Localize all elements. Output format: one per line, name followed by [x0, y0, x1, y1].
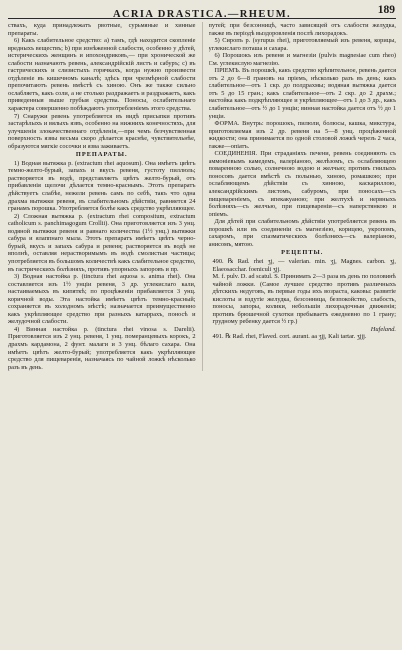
- right-column-paragraph: СОЕДИНЕНІЯ. При страданіяхъ печени, ревень соединяють съ аммоніевымъ камедемъ, валеріаною, желѣзомъ, съ ослабляющею поваренною солью, солнечною водою и желчью; противъ гнилыхъ поносовъ дается вмѣстѣ съ полынью, хиною, ромашкою; при ослабляющемъ дѣйствіи съ хинною, каскариллою, александрійскимъ листомъ, сабуромъ, при поносахъ—съ пищевареніемъ, съ ипекакуаною; при желтухѣ и нервныхъ болѣзняхъ—съ желчью, при пищевареніи—съ наперстянкою и опіемъ.: [208, 150, 396, 218]
- left-column-paragraph: 6) Какъ слабительное средство: а) тамъ, гдѣ находится скопленіе вредныхъ веществъ; b) при изнѣженной слабости, особенно у дѣтей, истерическихъ женщинъ и ипохондриковъ,— при хронической же слабости назначаютъ ревень, александрійскій листъ и сабуръ; c) въ гастрическихъ и слизистыхъ горячкахъ, когда нужно произвести отдѣленіе въ кишечномъ каналѣ; здѣсь при чрезмѣрной слабости препочитаютъ ревень вмѣстѣ съ хиною. Онъ же также сильно ослабляетъ, какъ соли, а не столько раздражаетъ и раздражаетъ, какъ приведенныя выше грубыя средства. Поносы, ослабительнаго характера совершенно побѣждаютъ употребленіемъ этого средства.: [8, 37, 196, 113]
- right-column: [209, 22, 397, 371]
- right-column-paragraph: M. f. pulv. D. ad scatul. S. Принимать 2—3 раза въ день по половинѣ чайной ложки. (Самое лучшее средство противъ различныхъ дѣтскихъ недуговъ, въ первые годы ихъ возраста, каковы: развитіе кислоты и вздутіе желудка, безсонница, безпокойство, слабость, поносы, запоры, колики, небольшія лихорадочныя движенія; противъ брюшечной сухотки пребываетъ ежедневно по 1 грану; грудному ребенку дается ½ гр.): [212, 273, 396, 326]
- running-title: ACRIA DRASTICA.—RHEUM.: [112, 9, 292, 20]
- right-column-paragraph: Для дѣтей при слабительномъ дѣйствіи употребляется ревень въ порошкѣ или въ соединеніи съ магнезіею, корицею, укропомъ, сахаромъ, при спазматическихъ болѣзняхъ—съ валеріаною, анисомъ, мятою.: [208, 218, 396, 248]
- column-divider: [202, 22, 203, 371]
- running-header: [8, 4, 396, 19]
- right-column-paragraph: Hufeland.: [370, 325, 396, 333]
- right-column-paragraph: ПРІЕМЪ. Въ порошкѣ, какъ средство крѣпительное, ревень дается отъ 2 до 6—8 грановъ на пріемъ, нѣсколько разъ въ день; какъ слабительное—отъ 1 скр. до полдрахмы; водяная вытяжка дается отъ 5 до 15 гран.; какъ слабительное—отъ 2 скр. до 2 драхм.; настойка какъ подкрѣпляющее и укрѣпляющее—отъ 1 до 3 др., какъ слабительное—отъ ½ до 1 унціи; винная настойка дается отъ ½ до 1 унціи.: [208, 67, 396, 120]
- right-column-paragraph: 6) Порошокъ изъ ревеня и магнезіи (pulvis magnesiae cum rheo) См. углекислую магнезію.: [208, 52, 396, 67]
- text-columns: [8, 22, 396, 371]
- right-column-paragraph: ФОРМА. Внутрь: порошокъ, пилюли, болюсы, кашка, микстура, приготовляемая изъ 2 др. ревеня на 5—8 унц. процѣженной жидкости; она принимается по одной столовой ложкѣ черезъ 2 часа, также—опіатъ.: [208, 120, 396, 150]
- left-column-paragraph: 2) Сложная вытяжка р. (extractum rhei compositum, extractum catholicum s. panchimagogum Crollii). Она приготовляется изъ 3 унц. водяной вытяжки ревеня и равнаго количества (1½ унц.) вытяжки сабура и ялаппнаго мыла. Этотъ препаратъ имѣетъ цвѣтъ черно-бурый, вкусъ и запахъ сабура и ревеня; растворяется въ водѣ не вполнѣ, оставляя нерастворимымъ въ водѣ смолистыя частицы; употребляется въ большомъ количествѣ какъ слабительное средство, въ гастрическихъ болѣзняхъ, противъ упорныхъ запоровъ и пр.: [8, 212, 196, 273]
- right-column-paragraph: 490. ℞ Rad. rhei ʒj, — valerian. min. ʒj, Magnes. carbon. ʒj, Elaeosacchar. foeniculi ʒjj.: [212, 257, 396, 273]
- right-column-paragraph: РЕЦЕПТЫ.: [281, 249, 324, 257]
- left-column-paragraph: 3) Водная настойка р. (tinctura rhei aquosa s. anima rhei). Она составляется изъ 1½ унціи ревеня, 3 др. углекислаго кали, настаиваемыхъ въ кипяткѣ; по процѣженіи прибавляется 3 унц. коричной воды. Эта настойка имѣетъ цвѣтъ темно-красный; сохраняется въ холодномъ мѣстѣ; назначается преимущественно какъ укрѣпляющее средство при разныхъ катаррахъ, поносѣ и желудочной слабости.: [8, 273, 196, 326]
- left-column-paragraph: 4) Винная настойка р. (tinctura rhei vinosa s. Darelii). Приготовляется изъ 2 унц. ревеня, 1 унц. померанцевыхъ корокъ, 2 драхмъ кардамона, 2 фунт. малаги и 3 унц. бѣлаго сахара. Она имѣетъ цвѣтъ желто-бурый; употребляется какъ укрѣпляющее средство для пищеваренія, назначаясь по чайной ложкѣ нѣсколько разъ въ день.: [8, 325, 196, 371]
- right-column-paragraph: 5) Сиропъ р. (syrupus rhei), приготовляемый изъ ревеня, корицы, углекислаго поташа и сахара.: [208, 37, 396, 52]
- left-column-paragraph: 1) Водная вытяжка р. (extractum rhei aquosum). Она имѣетъ цвѣтъ темно-желто-бурый, запахъ и вкусъ ревеня, густоту пиллюль; растворяется въ водѣ, представляетъ цвѣтъ желто-бурый, отъ прибавленія щелочи дѣлается темно-краснымъ. Этотъ препаратъ дѣйствуетъ слабѣе, нежели ревень самъ по себѣ, такъ что одна драхма вытяжки ревеня, въ слабительномъ дѣйствіи, равняется 24 гранамъ порошка. Употребляется болѣе какъ средство укрѣпляющее.: [8, 159, 196, 213]
- left-column-paragraph: ствахъ, куда принадлежатъ рвотные, сурьмяные и хинные препараты.: [8, 22, 196, 37]
- left-column-paragraph: ПРЕПАРАТЫ.: [75, 151, 128, 159]
- left-column-paragraph: 7) Снаружи ревень употребляется въ видѣ присыпки противъ застарѣлыхъ и вялыхъ язвъ, особенно на нижнихъ конечностяхъ, для улучшенія злокачественнаго отдѣленія,—при чемъ безчувственная поверхность язвы весьма скоро дѣлается краснѣе, чувствительнѣе, образуются мягкіе сосочки и язва заживаетъ.: [8, 112, 196, 150]
- right-column-paragraph: путей; при безсонницѣ, часто зависящей отъ слабости желудка, также въ періодѣ выздоровленія послѣ лихорадокъ.: [208, 22, 396, 37]
- right-column-paragraph: 491. ℞ Rad. rhei, Flaved. cort. aurant. aa ʒjj, Kali tartar. ʒjjj.: [212, 333, 367, 341]
- page-number: 189: [377, 4, 395, 16]
- left-column: [8, 22, 196, 371]
